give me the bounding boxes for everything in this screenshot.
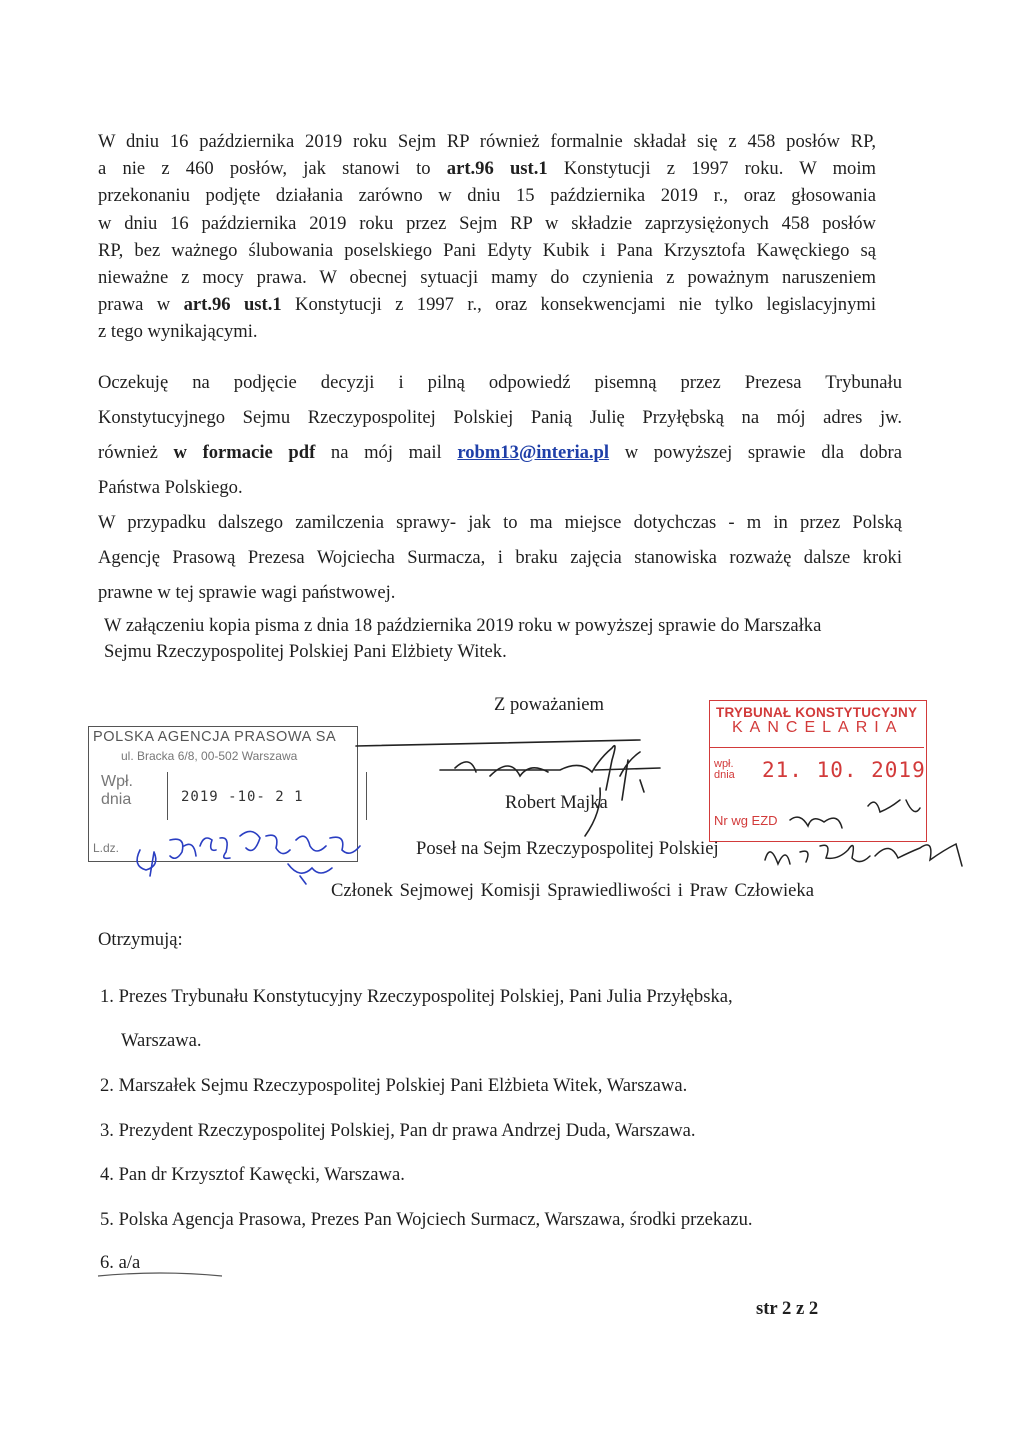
recipient-item: 2. Marszałek Sejmu Rzeczypospolitej Polskiej Pani Elżbieta Witek, Warszawa. — [100, 1075, 688, 1096]
recipient-item: 4. Pan dr Krzysztof Kawęcki, Warszawa. — [100, 1164, 405, 1185]
text-line: w dniu 16 października 2019 roku przez Sejm RP w składzie zaprzysiężonych 458 posłów — [98, 212, 876, 234]
text-line: Oczekuję na podjęcie decyzji i pilną odpowiedź pisemną przez Prezesa Trybunału — [98, 372, 902, 393]
recipients-title: Otrzymują: — [98, 929, 183, 950]
signer-role: Poseł na Sejm Rzeczypospolitej Polskiej — [416, 838, 719, 859]
stamp-ldz-label: L.dz. — [93, 841, 120, 855]
text-line: również w formacie pdf na mój mail robm13@interia.pl w powyższej sprawie dla dobra — [98, 442, 902, 463]
text-line: nieważne z mocy prawa. W obecnej sytuacji mamy do czynienia z poważnym naruszeniem — [98, 267, 876, 289]
recipient-item: 5. Polska Agencja Prasowa, Prezes Pan Wojciech Surmacz, Warszawa, środki przekazu. — [100, 1209, 753, 1230]
pap-handwritten-note — [137, 831, 360, 884]
text-line: RP, bez ważnego ślubowania poselskiego Pani Edyty Kubik i Pana Krzysztofa Kawęckiego są — [98, 239, 876, 261]
tk-handwritten-note — [765, 800, 962, 866]
signer-committee: Członek Sejmowej Komisji Sprawiedliwości i Praw Człowieka — [331, 880, 814, 901]
stamp-date: 21. 10. 2019 — [762, 758, 926, 782]
email-link[interactable]: robm13@interia.pl — [457, 442, 610, 463]
text-line: z tego wynikającymi. — [98, 321, 258, 343]
text-line: Sejmu Rzeczypospolitej Polskiej Pani Elżbiety Witek. — [104, 641, 507, 662]
signer-name: Robert Majka — [505, 792, 608, 813]
closing-greeting: Z poważaniem — [494, 694, 604, 715]
stamp-subtitle: KANCELARIA — [732, 719, 904, 736]
stamp-received-label: Wpł. dnia — [101, 773, 133, 808]
stamp-address: ul. Bracka 6/8, 00-502 Warszawa — [121, 749, 298, 763]
recipient-item: Warszawa. — [121, 1030, 202, 1051]
text-line: Agencję Prasową Prezesa Wojciecha Surmacza, i braku zajęcia stanowiska rozważę dalsze kroki — [98, 547, 902, 568]
recipient-item: 1. Prezes Trybunału Konstytucyjny Rzeczypospolitej Polskiej, Pani Julia Przyłębska, — [100, 986, 733, 1007]
text-line: W przypadku dalszego zamilczenia sprawy- jak to ma miejsce dotychczas - m in przez Polską — [98, 512, 902, 533]
stamp-title: TRYBUNAŁ KONSTYTUCYJNY — [716, 705, 918, 720]
stamp-ezd-label: Nr wg EZD — [714, 813, 778, 828]
text-line: prawa w art.96 ust.1 Konstytucji z 1997 r., oraz konsekwencjami nie tylko legislacyjnymi — [98, 294, 876, 316]
page-number: str 2 z 2 — [756, 1298, 819, 1319]
text-line: prawne w tej sprawie wagi państwowej. — [98, 582, 396, 603]
stamp-title: POLSKA AGENCJA PRASOWA SA — [93, 729, 337, 745]
recipient-aa: 6. a/a — [100, 1252, 141, 1273]
author-signature — [356, 740, 660, 836]
stamp-date: 2019 -10- 2 1 — [181, 789, 304, 805]
text-line: przekonaniu podjęte działania zarówno w dniu 15 października 2019 r., oraz głosowania — [98, 185, 876, 207]
text-line: Państwa Polskiego. — [98, 477, 243, 498]
text-line: W dniu 16 października 2019 roku Sejm RP również formalnie składał się z 458 posłów RP, — [98, 131, 876, 152]
text-line: Konstytucyjnego Sejmu Rzeczypospolitej Polskiej Panią Julię Przyłębską na mój adres jw. — [98, 407, 902, 428]
text-line: a nie z 460 posłów, jak stanowi to art.96 ust.1 Konstytucji z 1997 roku. W moim — [98, 158, 876, 180]
text-line: W załączeniu kopia pisma z dnia 18 października 2019 roku w powyższej sprawie do Marszałka — [104, 615, 822, 636]
recipient-item: 3. Prezydent Rzeczypospolitej Polskiej, Pan dr prawa Andrzej Duda, Warszawa. — [100, 1120, 696, 1141]
pdf-format-text: w formacie pdf — [173, 442, 316, 463]
stamp-received-label: wpł. dnia — [714, 758, 735, 781]
